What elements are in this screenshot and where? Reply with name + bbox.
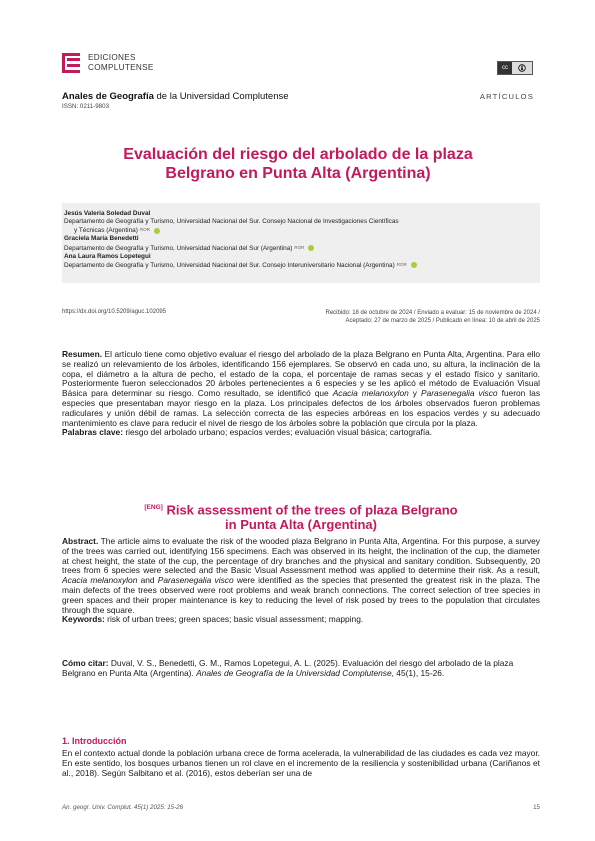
species-name: Parasenegalia visco (157, 575, 234, 586)
journal-name-bold: Anales de Geografía (62, 91, 154, 102)
author-affiliation: y Técnicas (Argentina) (74, 227, 138, 235)
eng-tag: [ENG] (144, 504, 163, 511)
abstract-text: were identified as the species that presented the greatest risk in the plaza. The main defects of the trees observed were root problems and weak branch connections. The correct selection of tree species in green spaces and their proper maintenance is key to reducing the level of risk posed by trees to the population that circulates through the square. (62, 575, 540, 615)
publisher-logo-icon (62, 53, 80, 73)
author-affiliation: Departamento de Geografía y Turismo, Universidad Nacional del Sur (Argentina) (64, 244, 293, 252)
citation-paragraph (62, 659, 540, 679)
author-name: Ana Laura Ramos Lopetegui (64, 252, 151, 260)
species-name: Acacia melanoxylon (332, 388, 409, 399)
publisher-line2: COMPLUTENSE (88, 63, 154, 72)
resumen-text: El artículo tiene como objetivo evaluar el riesgo del arbolado de la plaza Belgrano en Punta Alta, Argentina. Para ello se realizó un relevamiento de los árboles, identificando 156 ejemplares. Se observó en cada uno, su altura, la inclinación de la copa, el diámetro a la altura de pecho, el estado de la copa, el porcentaje de ramas secas y el estado físico y sanitario. Posteriormente fueron seleccionados 20 árboles pertenecientes a 6 especies y se les aplicó el método de Evaluación Visual Básica para determinar su riesgo. Como resultado, se identificó que (62, 349, 540, 399)
author-name: Jesús Valeria Soledad Duval (64, 210, 151, 217)
dates-line2: Aceptado: 27 de marzo de 2025 / Publicado en línea: 10 de abril de 2025 (345, 318, 540, 324)
ror-icon[interactable]: ROR (139, 227, 150, 233)
eng-title-line1: Risk assessment of the trees of plaza Belgrano (166, 502, 458, 518)
resumen-text: fueron las especies que presentaban mayor riesgo en la plaza. Los principales defectos de los árboles observados fueron problemas radiculares y unión débil de ramas. La selección correcta de las especies arbóreas en los espacios verdes y su adecuado mantenimiento es clave para reducir el nivel de riesgo de los árboles sobre la población que circula por la plaza. (62, 388, 541, 428)
keywords-label: Keywords: (62, 614, 105, 625)
citation-journal: Anales de Geografía de la Universidad Complutense (196, 667, 392, 678)
authors-list (64, 210, 534, 270)
citation-label: Cómo citar: (62, 658, 109, 668)
species-name: Parasenegalia visco (420, 388, 498, 399)
article-title (62, 145, 534, 183)
abstract-text: The article aims to evaluate the risk of the wooded plaza Belgrano in Punta Alta, Argentina. For this purpose, a survey of the trees was carried out, identifying 156 specimens. Each was observed in its height, the inclination of the cup, the diameter at chest height, the state of the cup, the percentage of dry branches and the physical and sanitary condition. Subsequently, 20 trees from 6 species were selected and the Basic Visual Assessment method was applied to determine their risk. As a result, (62, 536, 540, 576)
cc-license-badge[interactable] (497, 61, 533, 75)
author-affiliation: Departamento de Geografía y Turismo, Universidad Nacional del Sur. Consejo Interuniversitario Nacional (Argentina) (64, 261, 395, 269)
orcid-icon[interactable] (308, 245, 314, 251)
section-heading: 1. Introducción (62, 736, 127, 746)
citation-text: , 45(1), 15-26. (391, 667, 445, 678)
english-title (62, 500, 540, 532)
abstract-conjunction: and (137, 575, 158, 586)
keywords: risk of urban trees; green spaces; basic visual assessment; mapping. (104, 614, 364, 625)
section-tag: ARTÍCULOS (479, 92, 534, 101)
publisher-name (88, 53, 154, 73)
species-name: Acacia melanoxylon (62, 575, 138, 586)
resumen-paragraph (62, 350, 540, 438)
doi-link[interactable]: https://dx.doi.org/10.5209/aguc.102095 (62, 309, 167, 315)
journal-name-rest: de la Universidad Complutense (153, 91, 289, 102)
publication-dates (280, 309, 540, 325)
intro-paragraph: En el contexto actual donde la población urbana crece de forma acelerada, la vulnerabilidad de las ciudades es cada vez mayor. En este sentido, los bosques urbanos tienen un rol clave en el incremento de la resiliencia y sostenibilidad urbana (Cariñanos et al., 2018). Según Salbitano et al. (2016), estos deberían ser una de (62, 748, 540, 778)
ror-icon[interactable]: ROR (396, 261, 407, 267)
abstract-label: Abstract. (62, 536, 99, 546)
issn: ISSN: 0211-9803 (62, 103, 110, 110)
orcid-icon[interactable] (154, 228, 160, 234)
footer-citation: An. geogr. Univ. Complut. 45(1) 2025: 15-26 (62, 804, 184, 811)
cc-icon: cc (498, 62, 512, 74)
citation-text: Duval, V. S., Benedetti, G. M., Ramos Lopetegui, A. L. (2025). Evaluación del riesgo del arbolado de la plaza Belgrano en Punta Alta (Argentina). (62, 658, 514, 678)
cc-by-icon (512, 64, 532, 72)
resumen-conjunction: y (408, 388, 421, 399)
page-number: 15 (533, 804, 540, 811)
keywords-label: Palabras clave: (62, 427, 123, 438)
dates-line1: Recibido: 18 de octubre de 2024 / Enviado a evaluar: 15 de noviembre de 2024 / (325, 310, 540, 316)
abstract-paragraph (62, 537, 540, 625)
title-line2: Belgrano en Punta Alta (Argentina) (165, 165, 431, 182)
publisher-line1: EDICIONES (88, 53, 136, 62)
eng-title-line2: in Punta Alta (Argentina) (225, 517, 377, 533)
author-name: Graciela María Benedetti (64, 235, 139, 243)
title-line1: Evaluación del riesgo del arbolado de la plaza (123, 146, 473, 163)
journal-name (62, 91, 289, 102)
ror-icon[interactable]: ROR (294, 244, 305, 250)
resumen-label: Resumen. (62, 349, 103, 359)
orcid-icon[interactable] (411, 262, 417, 268)
author-affiliation: Departamento de Geografía y Turismo, Universidad Nacional del Sur. Consejo Nacional de Investigaciones Científicas (64, 218, 399, 226)
keywords: riesgo del arbolado urbano; espacios verdes; evaluación visual básica; cartografía. (123, 427, 433, 438)
